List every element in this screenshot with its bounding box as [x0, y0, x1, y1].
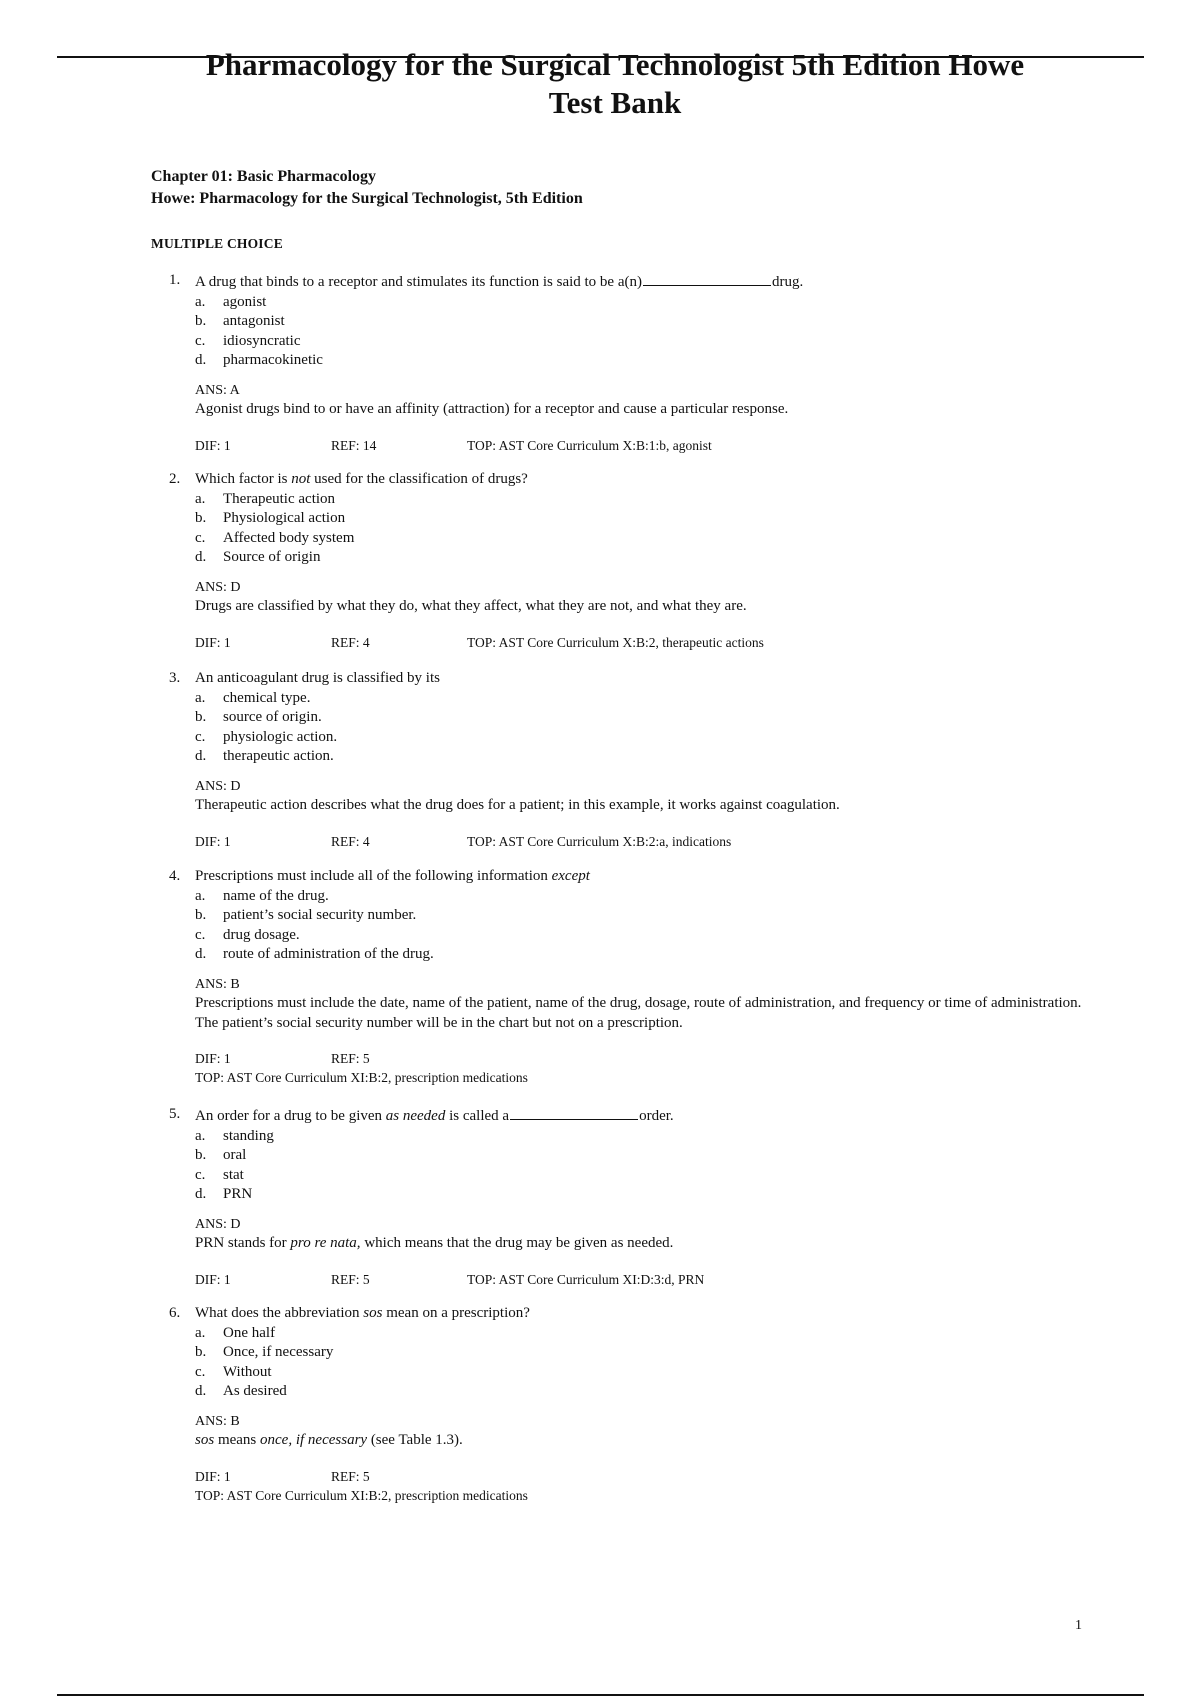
rationale: Drugs are classified by what they do, what they affect, what they are not, and what they are. — [195, 598, 747, 614]
option-letter: d. — [195, 352, 207, 368]
stem-emphasis: as needed — [385, 1108, 446, 1124]
option-text: source of origin. — [223, 709, 322, 725]
option-b — [151, 1343, 1091, 1363]
option-list — [151, 490, 1091, 568]
option-letter: c. — [195, 1166, 206, 1183]
option-letter: a. — [195, 1127, 206, 1144]
rationale-emphasis: sos — [195, 1432, 215, 1448]
option-text: pharmacokinetic — [223, 352, 323, 368]
option-text: therapeutic action. — [223, 748, 334, 764]
stem-text-end: used for the classification of drugs? — [310, 471, 528, 487]
option-c — [151, 728, 1091, 748]
reference: REF: 14 — [331, 437, 377, 453]
answer-blank — [643, 271, 771, 286]
answer: ANS: D — [195, 1216, 241, 1232]
stem-text-end: drug. — [772, 274, 804, 290]
option-text: drug dosage. — [223, 926, 300, 943]
stem-text-mid: is called a — [445, 1108, 510, 1124]
reference: REF: 5 — [331, 1468, 370, 1484]
chapter-heading — [151, 166, 583, 210]
option-letter: a. — [195, 689, 206, 706]
option-text: Without — [223, 1363, 272, 1380]
option-text: antagonist — [223, 313, 285, 329]
option-b — [151, 906, 1091, 926]
topic: TOP: AST Core Curriculum X:B:1:b, agonist — [467, 437, 712, 453]
question-meta — [151, 1049, 1091, 1088]
difficulty: DIF: 1 — [195, 634, 231, 650]
reference: REF: 5 — [331, 1051, 370, 1066]
topic: TOP: AST Core Curriculum X:B:2:a, indications — [467, 833, 732, 849]
meta-row — [195, 1049, 1091, 1068]
option-letter: c. — [195, 529, 206, 546]
question-number: 3. — [169, 670, 181, 686]
option-b — [151, 509, 1091, 529]
option-letter: b. — [195, 313, 207, 329]
option-list — [151, 689, 1091, 767]
option-text: Affected body system — [223, 529, 355, 546]
question-stem — [151, 867, 1091, 887]
option-b — [151, 708, 1091, 728]
option-text: chemical type. — [223, 689, 311, 706]
answer: ANS: D — [195, 778, 241, 794]
rationale: Agonist drugs bind to or have an affinity (attraction) for a receptor and cause a particular response. — [195, 401, 789, 417]
stem-emphasis: not — [291, 471, 311, 487]
option-list — [151, 1127, 1091, 1205]
option-letter: a. — [195, 490, 206, 507]
question-meta — [151, 832, 1091, 852]
option-text: agonist — [223, 293, 267, 310]
option-text: route of administration of the drug. — [223, 946, 434, 962]
option-letter: a. — [195, 1324, 206, 1341]
option-text: As desired — [223, 1383, 287, 1399]
option-letter: d. — [195, 946, 207, 962]
option-letter: c. — [195, 1363, 206, 1380]
question-2 — [151, 470, 1091, 653]
question-number: 6. — [169, 1305, 181, 1321]
book-subtitle: Howe: Pharmacology for the Surgical Technologist, 5th Edition — [151, 190, 583, 207]
option-a — [151, 887, 1091, 907]
option-text: Once, if necessary — [223, 1344, 334, 1360]
topic: TOP: AST Core Curriculum XI:B:2, prescription medications — [195, 1487, 528, 1503]
option-b — [151, 312, 1091, 332]
question-meta — [151, 436, 1091, 456]
question-stem — [151, 470, 1091, 490]
option-text: PRN — [223, 1186, 253, 1202]
question-6 — [151, 1304, 1091, 1505]
section-title: MULTIPLE CHOICE — [151, 236, 283, 251]
stem-text-end: order. — [639, 1108, 674, 1124]
answer: ANS: B — [195, 1413, 240, 1429]
stem-emphasis: sos — [363, 1305, 383, 1321]
option-text: idiosyncratic — [223, 332, 301, 349]
question-stem — [151, 1304, 1091, 1324]
option-letter: c. — [195, 332, 206, 349]
option-text: oral — [223, 1147, 247, 1163]
stem-text: A drug that binds to a receptor and stimulates its function is said to be a(n) — [195, 274, 642, 290]
option-letter: d. — [195, 549, 207, 565]
option-text: Therapeutic action — [223, 490, 336, 507]
document-title — [150, 46, 1080, 122]
stem-text: Prescriptions must include all of the following information — [195, 868, 552, 884]
rationale: Prescriptions must include the date, name of the patient, name of the drug, dosage, route of administration, and frequency or time of administration. The patient’s social security number will be in the chart but not on a prescription. — [195, 995, 1082, 1031]
difficulty: DIF: 1 — [195, 1468, 231, 1484]
option-c — [151, 529, 1091, 549]
question-number: 4. — [169, 868, 181, 884]
question-meta — [151, 1270, 1091, 1290]
option-text: Source of origin — [223, 549, 321, 565]
stem-text: An order for a drug to be given — [195, 1108, 386, 1124]
option-d — [151, 945, 1091, 965]
option-letter: a. — [195, 293, 206, 310]
question-1 — [151, 271, 1091, 456]
option-c — [151, 1363, 1091, 1383]
question-4 — [151, 867, 1091, 1088]
option-letter: b. — [195, 1344, 207, 1360]
rationale-text-end: which means that the drug may be given as needed. — [360, 1235, 674, 1251]
question-3 — [151, 669, 1091, 852]
title-line-2: Test Bank — [548, 85, 682, 120]
option-d — [151, 1185, 1091, 1205]
option-d — [151, 1382, 1091, 1402]
option-b — [151, 1146, 1091, 1166]
reference: REF: 4 — [331, 833, 370, 849]
answer: ANS: D — [195, 579, 241, 595]
difficulty: DIF: 1 — [195, 833, 231, 849]
option-list — [151, 293, 1091, 371]
rationale-text: PRN stands for — [195, 1235, 291, 1251]
stem-emphasis: except — [551, 868, 590, 884]
question-meta — [151, 1467, 1091, 1506]
stem-text: An anticoagulant drug is classified by its — [195, 670, 440, 686]
question-number: 1. — [169, 272, 181, 288]
option-d — [151, 747, 1091, 767]
topic: TOP: AST Core Curriculum XI:B:2, prescription medications — [195, 1070, 528, 1085]
reference: REF: 4 — [331, 634, 370, 650]
answer: ANS: A — [195, 382, 240, 398]
option-text: standing — [223, 1127, 274, 1144]
option-letter: c. — [195, 926, 206, 943]
option-a — [151, 293, 1091, 313]
option-letter: d. — [195, 748, 207, 764]
option-d — [151, 351, 1091, 371]
stem-text: Which factor is — [195, 471, 292, 487]
option-letter: b. — [195, 1147, 207, 1163]
rationale-emphasis: pro re nata, — [290, 1235, 361, 1251]
rationale — [151, 1431, 1091, 1451]
option-list — [151, 887, 1091, 965]
stem-text-end: mean on a prescription? — [382, 1305, 530, 1321]
option-letter: b. — [195, 510, 207, 526]
option-text: stat — [223, 1166, 244, 1183]
option-c — [151, 1166, 1091, 1186]
chapter-title: Chapter 01: Basic Pharmacology — [151, 168, 377, 185]
option-text: Physiological action — [223, 510, 346, 526]
bottom-rule — [57, 1694, 1144, 1696]
question-stem — [151, 271, 1091, 293]
option-list — [151, 1324, 1091, 1402]
option-text: One half — [223, 1324, 276, 1341]
rationale-text-end: (see Table 1.3). — [367, 1432, 463, 1448]
option-a — [151, 1127, 1091, 1147]
topic: TOP: AST Core Curriculum X:B:2, therapeutic actions — [467, 634, 764, 650]
question-stem — [151, 1105, 1091, 1127]
difficulty: DIF: 1 — [195, 437, 231, 453]
option-text: patient’s social security number. — [223, 907, 417, 923]
difficulty: DIF: 1 — [195, 1051, 231, 1066]
question-meta — [151, 633, 1091, 653]
option-letter: c. — [195, 728, 206, 745]
option-text: physiologic action. — [223, 728, 338, 745]
stem-text: What does the abbreviation — [195, 1305, 364, 1321]
option-letter: d. — [195, 1186, 207, 1202]
option-c — [151, 332, 1091, 352]
question-number: 5. — [169, 1106, 181, 1122]
page-number: 1 — [1075, 1618, 1082, 1633]
reference: REF: 5 — [331, 1271, 370, 1287]
option-letter: a. — [195, 887, 206, 904]
question-stem — [151, 669, 1091, 689]
topic: TOP: AST Core Curriculum XI:D:3:d, PRN — [467, 1271, 705, 1287]
answer: ANS: B — [195, 976, 240, 992]
title-line-1: Pharmacology for the Surgical Technologist 5th Edition Howe — [205, 47, 1025, 82]
answer-blank — [510, 1105, 638, 1120]
option-c — [151, 926, 1091, 946]
option-a — [151, 689, 1091, 709]
option-text: name of the drug. — [223, 887, 329, 904]
rationale-text: means — [214, 1432, 261, 1448]
question-5 — [151, 1105, 1091, 1290]
rationale-emphasis-2: once, if necessary — [260, 1432, 368, 1448]
meta-row — [195, 1467, 1091, 1486]
rationale: Therapeutic action describes what the drug does for a patient; in this example, it works against coagulation. — [195, 797, 840, 813]
difficulty: DIF: 1 — [195, 1271, 231, 1287]
option-letter: d. — [195, 1383, 207, 1399]
option-a — [151, 490, 1091, 510]
option-d — [151, 548, 1091, 568]
question-number: 2. — [169, 471, 181, 487]
option-letter: b. — [195, 907, 207, 923]
option-a — [151, 1324, 1091, 1344]
option-letter: b. — [195, 709, 207, 725]
rationale — [151, 1234, 1091, 1254]
